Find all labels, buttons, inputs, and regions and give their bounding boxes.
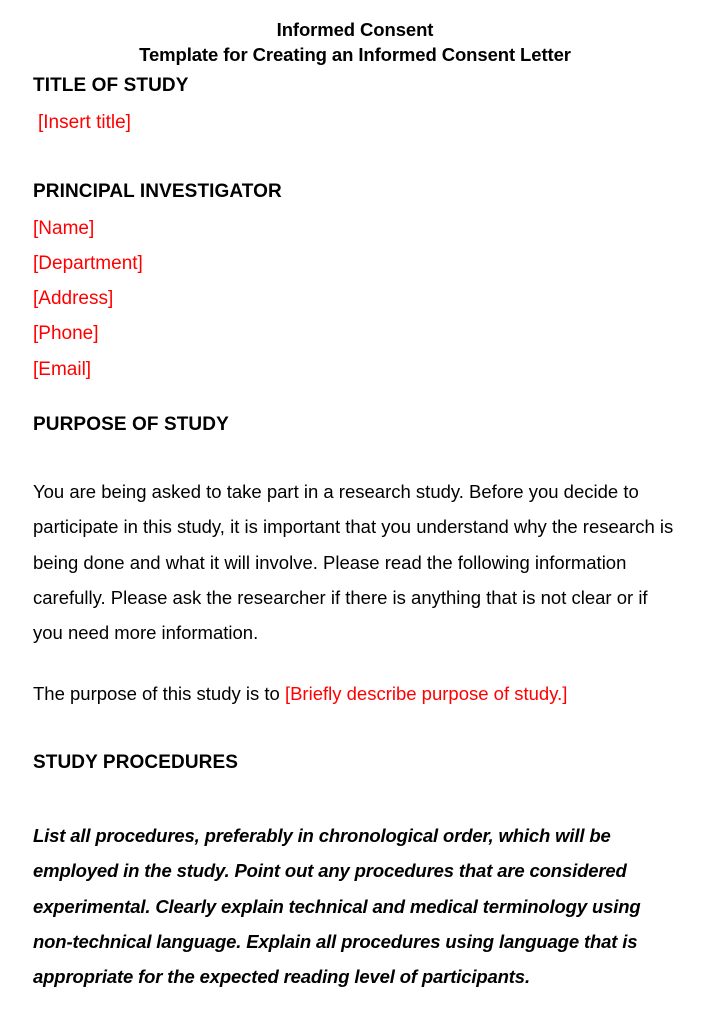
paragraph-study-procedures-instructions: List all procedures, preferably in chronological order, which will be employed in the study. Point out any procedures that are considered experimental. Clearly explain technical and medical terminology using non-technical language. Explain all procedures using language that is appropriate for the expected reading level of participants. (33, 825, 641, 988)
purpose-lead-in-text: The purpose of this study is to (33, 683, 285, 704)
heading-title-of-study: TITLE OF STUDY (33, 75, 189, 96)
paragraph-purpose-of-study: You are being asked to take part in a research study. Before you decide to participate in this study, it is important that you understand why the research is being done and what it will involve. Please read the following information carefully. Please ask the researcher if there is anything that is not clear or if you need more information. (33, 481, 674, 644)
placeholder-describe-purpose[interactable]: [Briefly describe purpose of study.] (284, 683, 568, 704)
heading-study-procedures: STUDY PROCEDURES (33, 752, 239, 773)
heading-purpose-of-study: PURPOSE OF STUDY (33, 414, 229, 435)
placeholder-phone[interactable]: [Phone] (33, 323, 99, 344)
placeholder-address[interactable]: [Address] (33, 288, 114, 309)
document-title-line-2: Template for Creating an Informed Consent Letter (139, 44, 571, 65)
document-title-line-1: Informed Consent (276, 19, 434, 40)
placeholder-department[interactable]: [Department] (33, 253, 143, 274)
placeholder-email[interactable]: [Email] (33, 359, 92, 380)
paragraph-purpose-statement (33, 676, 679, 711)
heading-principal-investigator: PRINCIPAL INVESTIGATOR (33, 181, 282, 202)
placeholder-insert-title[interactable]: [Insert title] (38, 112, 131, 133)
placeholder-name[interactable]: [Name] (33, 218, 95, 239)
document-title (0, 17, 710, 67)
